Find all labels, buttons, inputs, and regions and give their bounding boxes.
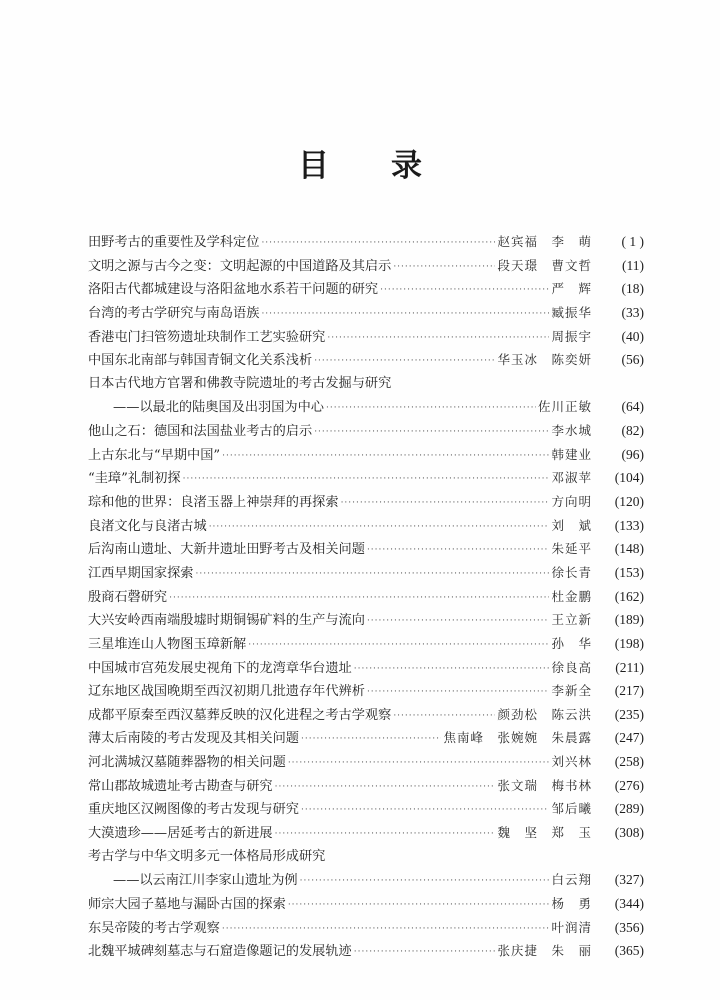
toc-entry-title: 三星堆连山人物图玉璋新解 <box>88 636 247 652</box>
toc-entry[interactable] <box>88 797 644 821</box>
toc-entry-page-number: (33) <box>621 304 644 320</box>
toc-entry-page-number: (64) <box>621 399 644 415</box>
toc-entry-authors: 张庆捷 朱 丽 <box>497 943 592 959</box>
toc-entry-authors: 李新全 <box>551 683 592 699</box>
toc-entry-page-number: (365) <box>614 943 644 959</box>
toc-entry-page-number: (133) <box>614 517 644 533</box>
toc-entry-authors: 华玉冰 陈奕妍 <box>497 352 592 368</box>
title-char-2: 录 <box>391 148 422 184</box>
toc-entry-page-number: (104) <box>614 470 644 486</box>
toc-entry-page-number: (217) <box>614 683 644 699</box>
toc-entry-title: 重庆地区汉阙图像的考古发现与研究 <box>88 802 299 818</box>
dot-leader <box>288 894 550 918</box>
dot-leader <box>209 516 550 540</box>
toc-entry-authors: 周振宇 <box>551 328 592 344</box>
toc-entry-authors: 段天璟 曹文哲 <box>497 257 592 273</box>
toc-entry-page-number: (276) <box>614 777 644 793</box>
toc-entry-page-number: (153) <box>614 564 644 580</box>
toc-entry-title: 江西早期国家探索 <box>88 565 194 581</box>
toc-entry-page-number: (11) <box>622 257 644 273</box>
toc-entry-title: 上古东北与“早期中国” <box>88 447 221 463</box>
dot-leader <box>367 681 550 705</box>
toc-entry[interactable] <box>88 443 644 467</box>
toc-entry-page-number: (120) <box>614 494 644 510</box>
dot-leader <box>300 870 550 894</box>
toc-entry[interactable] <box>88 466 644 490</box>
toc-entry[interactable] <box>88 608 644 632</box>
dot-leader <box>341 492 550 516</box>
dot-leader <box>222 918 550 942</box>
page-title <box>0 140 720 185</box>
toc-entry-authors: 佐川正敏 <box>537 399 592 415</box>
toc-entry-title: 台湾的考古学研究与南岛语族 <box>88 305 260 321</box>
toc-entry-title: 薄太后南陵的考古发现及其相关问题 <box>88 731 299 747</box>
toc-entry-authors: 严 辉 <box>551 281 592 297</box>
toc-entry-title: 琮和他的世界：良渚玉器上神崇拜的再探索 <box>88 495 339 511</box>
toc-entry-authors: 刘兴林 <box>551 754 592 770</box>
dot-leader <box>393 705 495 729</box>
toc-entry-title: “圭璋”礼制初探 <box>88 471 181 487</box>
toc-entry[interactable] <box>88 845 644 869</box>
toc-entry[interactable] <box>88 419 644 443</box>
toc-entry[interactable] <box>88 703 644 727</box>
dot-leader <box>261 232 495 256</box>
toc-entry-authors: 邓淑苹 <box>551 470 592 486</box>
toc-entry-authors: 韩建业 <box>551 446 592 462</box>
dot-leader <box>301 799 549 823</box>
toc-entry-authors: 刘 斌 <box>551 517 592 533</box>
toc-entry-authors: 魏 坚 郑 玉 <box>497 825 592 841</box>
toc-entry-page-number: (289) <box>614 801 644 817</box>
toc-entry-authors: 孙 华 <box>551 635 592 651</box>
toc-entry-authors: 杨 勇 <box>551 895 592 911</box>
toc-entry-authors: 焦南峰 张婉婉 朱晨露 <box>443 730 592 746</box>
toc-entry-title: 河北满城汉墓随葬器物的相关问题 <box>88 755 286 771</box>
toc-entry-title: 文明之源与古今之变：文明起源的中国道路及其启示 <box>88 258 392 274</box>
toc-entry-title: 田野考古的重要性及学科定位 <box>88 235 260 250</box>
toc-entry[interactable] <box>88 490 644 514</box>
toc-entry-page-number: (235) <box>614 706 644 722</box>
dot-leader <box>222 445 549 469</box>
toc-entry[interactable] <box>88 325 644 349</box>
toc-entry[interactable] <box>88 821 644 845</box>
toc-entry[interactable] <box>88 679 644 703</box>
toc-entry-title: 他山之石：德国和法国盐业考古的启示 <box>88 424 313 440</box>
dot-leader <box>354 941 496 965</box>
toc-entry[interactable] <box>88 301 644 325</box>
toc-entry-title: 大漠遗珍——居延考古的新进展 <box>88 826 273 842</box>
toc-entry-title: 东吴帝陵的考古学观察 <box>88 920 220 936</box>
toc-entry[interactable] <box>88 939 644 963</box>
toc-entry-title: 中国东北南部与韩国青铜文化关系浅析 <box>88 353 313 369</box>
toc-entry-page-number: (198) <box>614 635 644 651</box>
dot-leader <box>275 776 496 800</box>
table-of-contents <box>88 230 644 963</box>
toc-entry-title: 大兴安岭西南端殷墟时期铜锡矿料的生产与流向 <box>88 613 365 629</box>
toc-entry[interactable] <box>88 254 644 278</box>
dot-leader <box>380 279 549 303</box>
toc-entry-title: 后沟南山遗址、大新井遗址田野考古及相关问题 <box>88 542 365 558</box>
dot-leader <box>275 823 496 847</box>
toc-entry-page-number: (189) <box>614 612 644 628</box>
dot-leader <box>354 658 550 682</box>
toc-entry-title: 良渚文化与良渚古城 <box>88 518 207 534</box>
dot-leader <box>393 256 495 280</box>
toc-entry-authors: 张文瑞 梅书林 <box>497 777 592 793</box>
toc-entry-authors: 赵宾福 李 萌 <box>497 234 592 249</box>
toc-entry[interactable] <box>88 537 644 561</box>
toc-entry-page-number: (56) <box>621 352 644 368</box>
dot-leader <box>314 350 495 374</box>
toc-entry[interactable] <box>88 277 644 301</box>
toc-entry[interactable] <box>88 514 644 538</box>
dot-leader <box>326 397 536 421</box>
toc-entry-title: 中国城市宫苑发展史视角下的龙湾章华台遗址 <box>88 660 352 676</box>
dot-leader <box>261 303 549 327</box>
toc-entry-page-number: (356) <box>614 919 644 935</box>
toc-entry-page-number: (148) <box>614 541 644 557</box>
dot-leader <box>196 563 550 587</box>
toc-entry-page-number: (258) <box>614 754 644 770</box>
toc-entry-authors: 王立新 <box>551 612 592 628</box>
toc-entry-title: 师宗大园子墓地与漏卧古国的探索 <box>88 896 286 912</box>
toc-entry[interactable] <box>88 561 644 585</box>
toc-entry-title: 殷商石磬研究 <box>88 589 168 605</box>
toc-entry-authors: 颜劲松 陈云洪 <box>497 706 592 722</box>
toc-entry-authors: 朱延平 <box>551 541 592 557</box>
toc-entry-authors: 方向明 <box>551 494 592 510</box>
toc-entry[interactable] <box>88 750 644 774</box>
toc-entry-title: 成都平原秦至西汉墓葬反映的汉化进程之考古学观察 <box>88 707 392 723</box>
toc-entry-page-number: ( 1 ) <box>621 234 644 249</box>
dot-leader <box>327 327 549 351</box>
toc-entry-authors: 徐良高 <box>551 659 592 675</box>
dot-leader <box>288 752 550 776</box>
toc-entry[interactable] <box>88 230 644 254</box>
toc-entry-page-number: (82) <box>621 423 644 439</box>
toc-entry-page-number: (327) <box>614 872 644 888</box>
toc-entry-page-number: (308) <box>614 825 644 841</box>
toc-entry-page-number: (211) <box>615 659 644 675</box>
toc-entry-page-number: (96) <box>621 446 644 462</box>
toc-entry-title: 北魏平城碑刻墓志与石窟造像题记的发展轨迹 <box>88 944 352 960</box>
dot-leader <box>367 539 550 563</box>
toc-entry-authors: 叶润清 <box>551 919 592 935</box>
toc-entry-authors: 李水城 <box>551 423 592 439</box>
toc-entry-authors: 臧振华 <box>551 304 592 320</box>
toc-entry-title: ——以云南江川李家山遗址为例 <box>113 873 298 889</box>
toc-entry-title: 考古学与中华文明多元一体格局形成研究 <box>88 848 326 864</box>
toc-entry-authors: 邹后曦 <box>551 801 592 817</box>
dot-leader <box>248 634 549 658</box>
toc-entry-page-number: (247) <box>614 730 644 746</box>
toc-entry-subtitle[interactable] <box>88 395 644 419</box>
toc-entry-title: 辽东地区战国晚期至西汉初期几批遗存年代辨析 <box>88 684 365 700</box>
toc-entry[interactable] <box>88 726 644 750</box>
toc-entry-page-number: (344) <box>614 895 644 911</box>
toc-entry-page-number: (18) <box>621 281 644 297</box>
toc-entry[interactable] <box>88 348 644 372</box>
toc-entry-title: 香港屯门扫管笏遗址玦制作工艺实验研究 <box>88 329 326 345</box>
toc-entry[interactable] <box>88 892 644 916</box>
dot-leader <box>169 587 549 611</box>
title-char-1: 目 <box>298 148 329 184</box>
toc-entry-title: ——以最北的陆奥国及出羽国为中心 <box>113 400 324 416</box>
toc-entry-title: 洛阳古代都城建设与洛阳盆地水系若干问题的研究 <box>88 282 379 298</box>
toc-entry[interactable] <box>88 916 644 940</box>
toc-entry-page-number: (162) <box>614 588 644 604</box>
toc-entry-authors: 杜金鹏 <box>551 588 592 604</box>
dot-leader <box>367 610 550 634</box>
toc-entry-page-number: (40) <box>621 328 644 344</box>
dot-leader <box>301 728 441 752</box>
toc-entry-title: 常山郡故城遗址考古勘查与研究 <box>88 778 273 794</box>
toc-entry[interactable] <box>88 585 644 609</box>
toc-entry[interactable] <box>88 632 644 656</box>
toc-entry-authors: 徐长青 <box>551 564 592 580</box>
toc-entry-title: 日本古代地方官署和佛教寺院遗址的考古发掘与研究 <box>88 375 392 391</box>
dot-leader <box>183 468 550 492</box>
toc-entry[interactable] <box>88 656 644 680</box>
toc-entry-subtitle[interactable] <box>88 868 644 892</box>
toc-entry[interactable] <box>88 774 644 798</box>
toc-entry[interactable] <box>88 372 644 396</box>
dot-leader <box>314 421 549 445</box>
toc-entry-authors: 白云翔 <box>551 872 592 888</box>
